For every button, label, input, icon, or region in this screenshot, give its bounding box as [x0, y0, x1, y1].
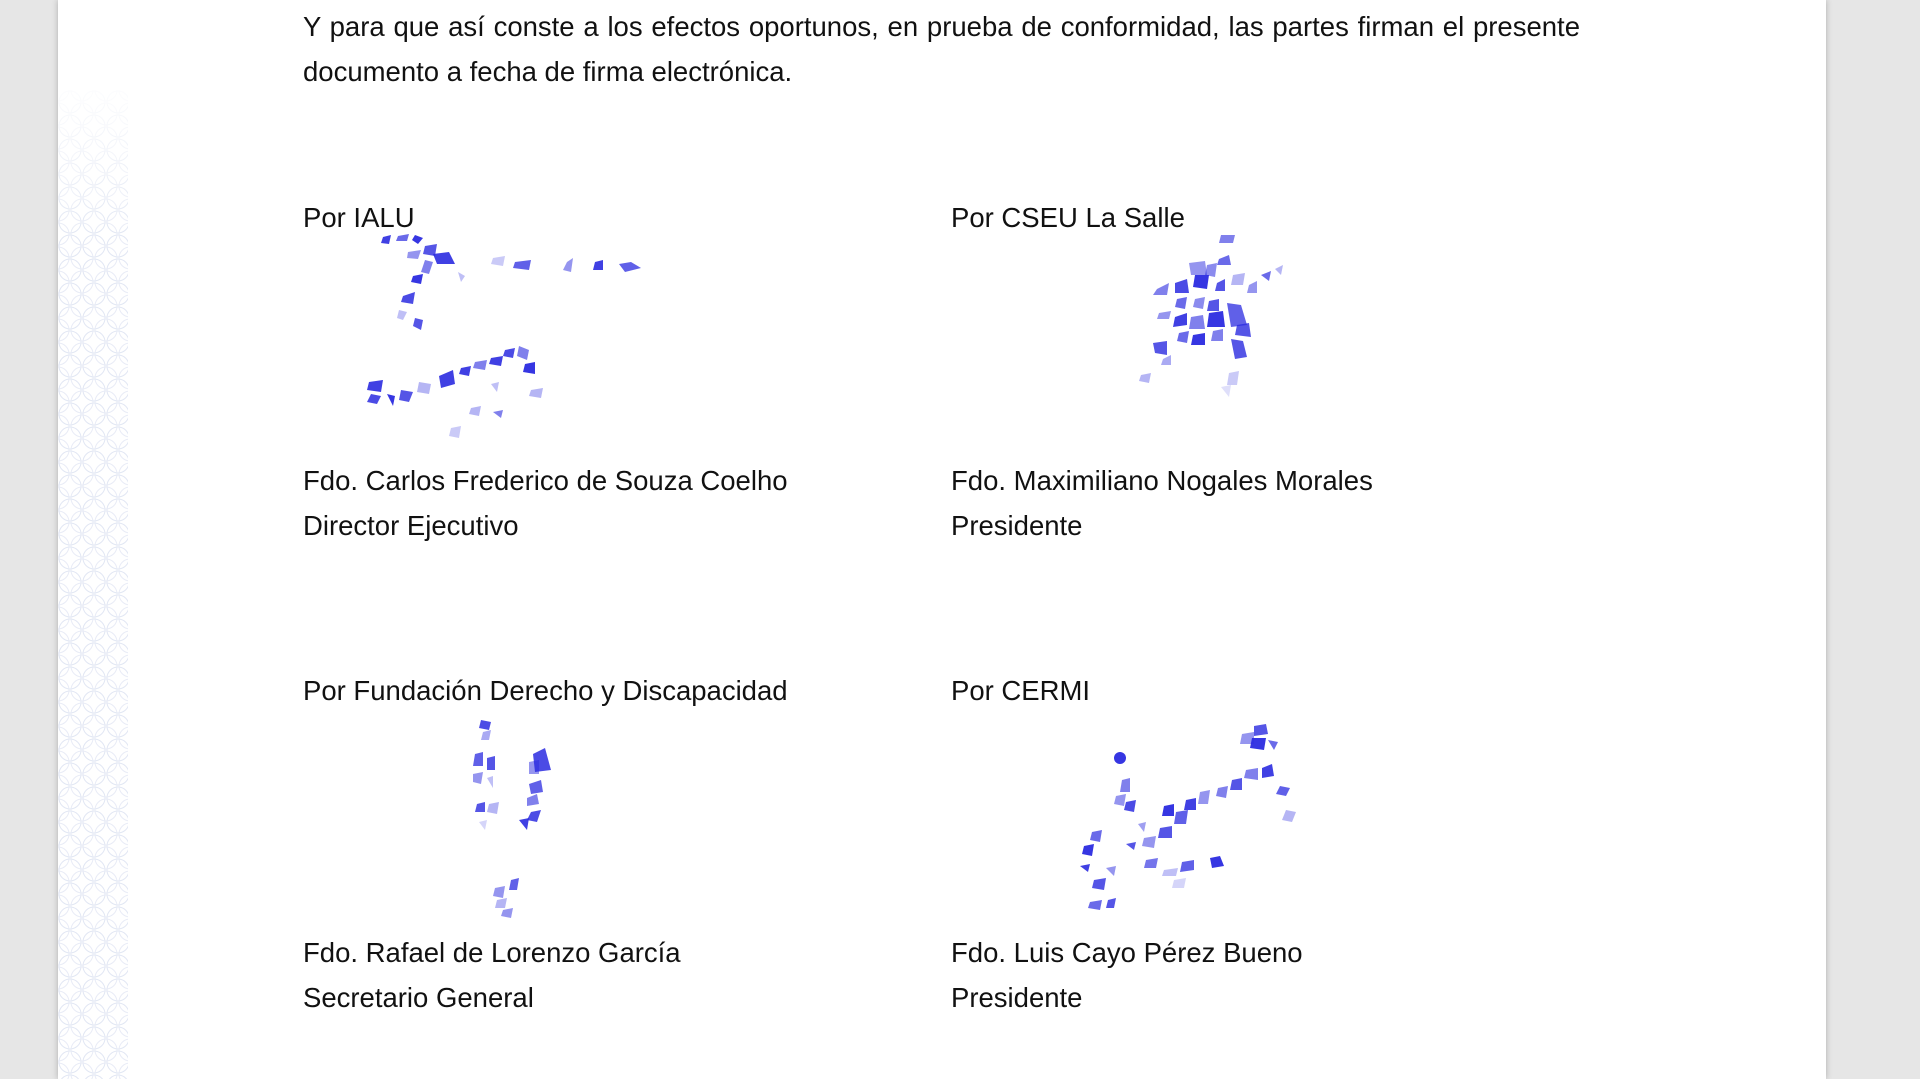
- handwritten-signature-icon: [1076, 720, 1316, 930]
- party-label: Por Fundación Derecho y Discapacidad: [303, 675, 788, 706]
- signature-block-cseu-la-salle: [951, 195, 1511, 555]
- document-page: [58, 0, 1826, 1079]
- signer-name: Fdo. Rafael de Lorenzo García: [303, 937, 681, 968]
- signer-role: Presidente: [951, 982, 1083, 1013]
- signature-block-fundacion-derecho-y-discapacidad: [303, 668, 863, 1028]
- handwritten-signature-icon: [473, 718, 623, 928]
- party-label: Por CSEU La Salle: [951, 202, 1185, 233]
- closing-paragraph: Y para que así conste a los efectos oportunos, en prueba de conformidad, las partes firman el presente documento a fecha de firma electrónica.: [303, 11, 1580, 87]
- signer-name: Fdo. Maximiliano Nogales Morales: [951, 465, 1373, 496]
- signature-block-cermi: [951, 668, 1511, 1028]
- signer-role: Director Ejecutivo: [303, 510, 519, 541]
- signer-role: Secretario General: [303, 982, 534, 1013]
- handwritten-signature-icon: [1101, 235, 1301, 435]
- security-pattern-icon: [58, 90, 128, 1079]
- signature-block-ialu: [303, 195, 863, 555]
- signer-role: Presidente: [951, 510, 1083, 541]
- handwritten-signature-icon: [363, 232, 703, 447]
- party-label: Por IALU: [303, 202, 415, 233]
- signer-name: Fdo. Luis Cayo Pérez Bueno: [951, 937, 1303, 968]
- party-label: Por CERMI: [951, 675, 1091, 706]
- signer-name: Fdo. Carlos Frederico de Souza Coelho: [303, 465, 788, 496]
